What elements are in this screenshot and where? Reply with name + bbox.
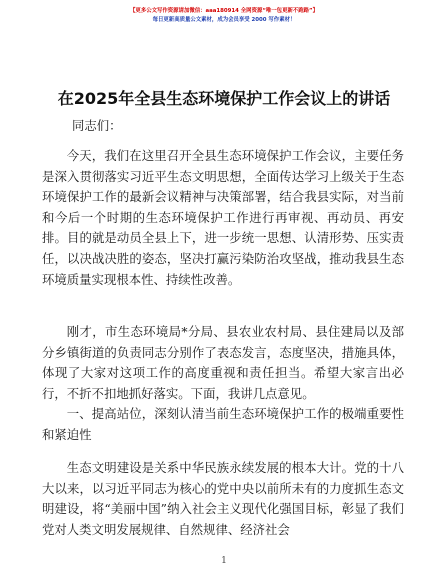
paragraph-body: 生态文明建设是关系中华民族永续发展的根本大计。党的十八大以来，以习近平同志为核心的党中央以前所未有的力度抓生态文明建设，将“美丽中国”纳入社会主义现代化强国目标，彰显了我们党对人类文明发展规律、自然规律、经济社会 [42, 460, 404, 537]
page-number: 1 [221, 556, 227, 566]
header-banner [0, 7, 448, 25]
document-title: 在2025年全县生态环境保护工作会议上的讲话 [57, 89, 391, 108]
banner-line-promo: 【更多公文写作资源请加微信：aaa180914 全网资源“唯一包更新不跑路”】 [130, 8, 318, 14]
banner-line-members: 每日更新高质量公文素材，成为会员享受 2000 写作素材！ [152, 17, 296, 23]
paragraph-opening: 今天，我们在这里召开全县生态环境保护工作会议，主要任务是深入贯彻落实习近平生态文明思想，全面传达学习上级关于生态环境保护工作的最新会议精神与决策部署，结合我县实际，对当前和今后一个时期的生态环境保护工作进行再审视、再动员、再安排。目的就是动员全县上下，进一步统一思想、认清形势、压实责任，以决战决胜的姿态，坚决打赢污染防治攻坚战，推动我县生态环境质量实现根本性、持续性改善。 [42, 148, 404, 287]
paragraph-remarks: 刚才，市生态环境局*分局、县农业农村局、县住建局以及部分乡镇街道的负责同志分别作了表态发言，态度坚决，措施具体，体现了大家对这项工作的高度重视和责任担当。希望大家言出必行，不折不扣地抓好落实。下面，我讲几点意见。 [42, 324, 404, 401]
greeting: 同志们： [72, 118, 122, 133]
section-heading-1: 一、提高站位，深刻认清当前生态环境保护工作的极端重要性和紧迫性 [42, 406, 404, 442]
